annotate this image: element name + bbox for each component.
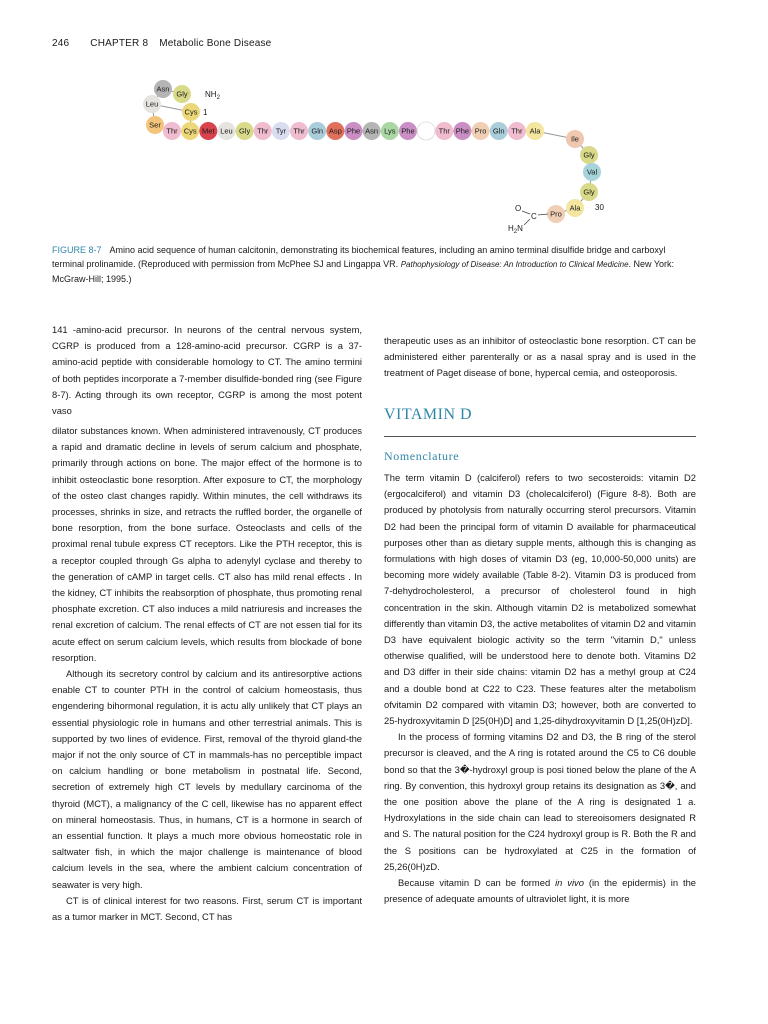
residue-blank bbox=[417, 122, 435, 140]
caption-text: Amino acid sequence of human calcitonin, demonstrating its biochemical features, including an amino terminal disulfide bridge and carboxyl terminal prolinamide. (Reproduced with permission from McPhee SJ and Lingappa VR. bbox=[52, 245, 666, 269]
residue-label: Cys bbox=[183, 126, 197, 136]
tail-residue-gly bbox=[580, 146, 598, 164]
caption-source-title: Pathophysiology of Disease: An Introduction to Clinical Medicine bbox=[400, 260, 629, 269]
loop-residue-ser bbox=[146, 116, 164, 134]
loop-residue-leu bbox=[143, 95, 161, 113]
residue-thr bbox=[290, 122, 308, 140]
residue-met bbox=[199, 122, 217, 140]
residue-cys bbox=[181, 122, 199, 140]
left-column-body bbox=[52, 423, 362, 925]
residue-circle bbox=[417, 122, 435, 140]
paragraph: The term vitamin D (calciferol) refers to two secosteroids: vitamin D2 (ergocalciferol) and vitamin D3 (cholecalciferol) (Figure 8-8). Both are produced by photolysis from naturally occurring sterol precursors. Vitamin D2 had been the principal form of vitamin D available for pharmaceutical purposes other than as dietary supple ments, although this is changing as formulations with high doses of vitamin D3 (eg, 10,000-50,000 units) are becoming more widely available (Table 8-2). Vitamin D3 is produced from 7-dehydrocholesterol, a precursor of cholesterol found in high concentration in the skin. Although vitamin D2 is metabolized somewhat differently than vitamin D3, the active metabolites of vitamin D2 and vitamin D3 have equivalent biologic activity so the term "vitamin D," unless otherwise qualified, will be understood here to denote both. Vitamins D2 and D3 differ in their side chains: vitamin D2 has a methyl group at C24 and a double bond at C22 to C23. These features alter the metabolism ofvitamin D2 compared with vitamin D3; however, both are converted to 25-hydroxyvitamin D [25(0H)D] and 1,25-dihydroxyvitamin D [1,25(0H)zD]. bbox=[384, 472, 696, 727]
residue-phe bbox=[453, 122, 471, 140]
amide-label: $H_2N$ bbox=[508, 224, 523, 235]
residue-label: Asn bbox=[365, 126, 379, 136]
paragraph: dilator substances known. When administered intravenously, CT produces a rapid and dramatic decline in levels of serum calcium and phosphate, primarily through actions on bone. The major effect of the hormone is to inhibit osteoclastic bone resorption. After exposure to CT, the morphology of the osteo clast changes rapidly. Within minutes, the cell withdraws its processes, shrinks in size, and retracts the ruffled border, the organelle of bone resorption, from the bone surface. Osteoclasts and cells of the proximal renal tubule express CT receptors. Like the PTH receptor, this is a receptor coupled through Gs alpha to adenylyl cyclase and thereby to the generation of cAMP in target cells. CT also has mild renal effects . In the kidney, CT inhibits the reabsorption of phosphate, thus promoting renal phosphate excretion. CT also induces a mild natriuresis and increases the renal excretion of calcium. The renal effects of CT are not essen tial for its acute effect on serum calcium levels, which results from blockade of bone resorption. bbox=[52, 425, 362, 663]
amino-acid-residues bbox=[143, 80, 601, 223]
subsection-heading: Nomenclature bbox=[384, 449, 460, 463]
residue-label: Thr bbox=[293, 126, 305, 136]
residue-thr bbox=[508, 122, 526, 140]
peptide-bonds bbox=[152, 89, 592, 214]
loop-residue-asn bbox=[154, 80, 172, 98]
calcitonin-sequence-figure bbox=[0, 0, 768, 240]
residue-label: Phe bbox=[401, 126, 415, 136]
residue-label: Thr bbox=[511, 126, 523, 136]
right-column-top bbox=[384, 333, 696, 382]
residue-tyr bbox=[272, 122, 290, 140]
residue-label: Ser bbox=[149, 120, 161, 130]
tail-residue-ala bbox=[566, 199, 584, 217]
paragraph: 141 -amino-acid precursor. In neurons of the central nervous system, CGRP is produced from a 128-amino-acid precursor. CGRP is a 37-amino-acid peptide with considerable homology to CT. The amino termini of both peptides incorporate a 7-member disulfide-bonded ring (see Figure 8-7). Acting through its own receptor, CGRP is among the most potent vaso bbox=[52, 324, 362, 417]
co-bond bbox=[522, 211, 530, 214]
residue-label: Cys bbox=[184, 107, 198, 117]
figure-label: FIGURE 8-7 bbox=[52, 245, 102, 255]
residue-label: Pro bbox=[474, 126, 487, 136]
residue-label: Phe bbox=[346, 126, 361, 136]
tail-residue-val bbox=[583, 163, 601, 181]
residue-label: Asn bbox=[156, 84, 170, 94]
tail-residue-ile bbox=[566, 130, 584, 148]
residue-label: Gly bbox=[238, 126, 251, 136]
residue-label: Thr bbox=[438, 126, 450, 136]
paragraph-italic: in vivo bbox=[555, 877, 584, 889]
paragraph-text: Because vitamin D can be formed bbox=[398, 877, 556, 889]
left-column-top bbox=[52, 322, 362, 419]
residue-gln bbox=[308, 122, 326, 140]
residue-gly bbox=[236, 122, 254, 140]
loop-residue-gly bbox=[173, 85, 191, 103]
caption-source-tail: . New York: McGraw-Hill; 1995.) bbox=[52, 259, 675, 284]
residue-thr bbox=[435, 122, 453, 140]
residue-ala bbox=[526, 122, 544, 140]
residue-label: Thr bbox=[257, 126, 269, 136]
tail-residue-pro bbox=[547, 205, 565, 223]
residue-thr bbox=[163, 122, 181, 140]
residue-label: Thr bbox=[166, 126, 178, 136]
residue-lys bbox=[381, 122, 399, 140]
residue-leu bbox=[217, 122, 235, 140]
residue-asn bbox=[363, 122, 381, 140]
right-column-body bbox=[384, 470, 696, 907]
residue-thirty-label: 30 bbox=[595, 203, 604, 212]
residue-label: Ile bbox=[571, 134, 579, 144]
residue-label: Leu bbox=[220, 126, 233, 136]
residue-label: Lys bbox=[384, 126, 396, 136]
chapter-title: Metabolic Bone Disease bbox=[159, 38, 272, 49]
residue-phe bbox=[345, 122, 363, 140]
paragraph: In the process of forming vitamins D2 and D3, the B ring of the sterol precursor is cleaved, and the A ring is rotated around the C5 to C6 double bond so that the 3�-hydroxyl group is posi tioned below the plane of the A ring. By convention, this hydroxyl group retains its designation as 3�, and the one position above the plane of the A ring is designated 1 a. Hydroxylations in the side chain can lead to stereoisomers designated R and S. The natural position for the C24 hydroxyl group is R. Both the R and the S positions can be hydroxylated at C25 in the formation of 25,26(0H)zD. bbox=[384, 731, 696, 872]
section-rule bbox=[384, 436, 696, 437]
residue-thr bbox=[254, 122, 272, 140]
residue-phe bbox=[399, 122, 417, 140]
chapter-label: CHAPTER 8 bbox=[90, 38, 149, 49]
residue-label: Gln bbox=[311, 126, 324, 136]
residue-one-label: 1 bbox=[203, 108, 208, 117]
residue-label: Val bbox=[586, 167, 598, 177]
residue-label: Gln bbox=[492, 126, 505, 136]
paragraph: Although its secretory control by calcium and its antiresorptive actions enable CT to counter PTH in the control of calcium homeostasis, thus engendering bihormonal regulation, it is actu ally unlikely that CT plays an essential physiologic role in humans and other terrestrial animals. This is supported by two lines of evidence. First, removal of the thyroid gland-the major if not the only source of CT in mammals-has no perceptible impact on calcium handling or bone metabolism in postnatal life. Second, secretion of extremely high CT levels by medullary carcinoma of the thyroid (MCT), a malignancy of the C cell, likewise has no apparent effect on mineral homeostasis. Thus, in humans, CT is a hormone in search of an essential function. It plays a much more obvious homeostatic role in saltwater fish, in which the major challenge is maintenance of blood calcium levels in the sea, where the ambient calcium concentration of seawater is very high. bbox=[52, 668, 362, 890]
section-heading: VITAMIN D bbox=[384, 406, 473, 423]
paragraph: CT is of clinical interest for two reasons. First, serum CT is important as a tumor marker in MCT. Second, CT has bbox=[52, 894, 362, 923]
cn-bond bbox=[524, 219, 530, 225]
residue-gln bbox=[490, 122, 508, 140]
residue-label: Gly bbox=[583, 150, 595, 160]
carbon-label: C bbox=[531, 212, 537, 221]
residue-label: Gly bbox=[176, 89, 188, 99]
nh2-label: $NH_2$ bbox=[205, 90, 220, 101]
paragraph bbox=[384, 875, 696, 907]
c-pro-bond bbox=[538, 214, 548, 215]
paragraph: therapeutic uses as an inhibitor of osteoclastic bone resorption. CT can be administered either parenterally or as a nasal spray and is used in the treatment of Paget disease of bone, hypercal cemia, and osteoporosis. bbox=[384, 335, 696, 379]
figure-caption bbox=[52, 243, 692, 286]
residue-label: Ala bbox=[569, 203, 581, 213]
residue-label: Pro bbox=[550, 209, 562, 219]
residue-label: Asp bbox=[328, 126, 342, 136]
residue-label: Phe bbox=[455, 126, 470, 136]
residue-label: Leu bbox=[145, 99, 159, 109]
residue-pro bbox=[472, 122, 490, 140]
residue-label: Gly bbox=[583, 187, 595, 197]
residue-label: Met bbox=[202, 126, 215, 136]
residue-label: Tyr bbox=[275, 126, 287, 136]
residue-asp bbox=[326, 122, 344, 140]
oxygen-label: O bbox=[515, 204, 522, 213]
tail-residue-gly bbox=[580, 183, 598, 201]
loop-residue-cys bbox=[182, 103, 200, 121]
residue-label: Ala bbox=[529, 126, 541, 136]
paragraph-text: (in the epidermis) in the presence of adequate amounts of ultraviolet light, it is more bbox=[384, 877, 696, 905]
page-number: 246 bbox=[52, 38, 70, 49]
